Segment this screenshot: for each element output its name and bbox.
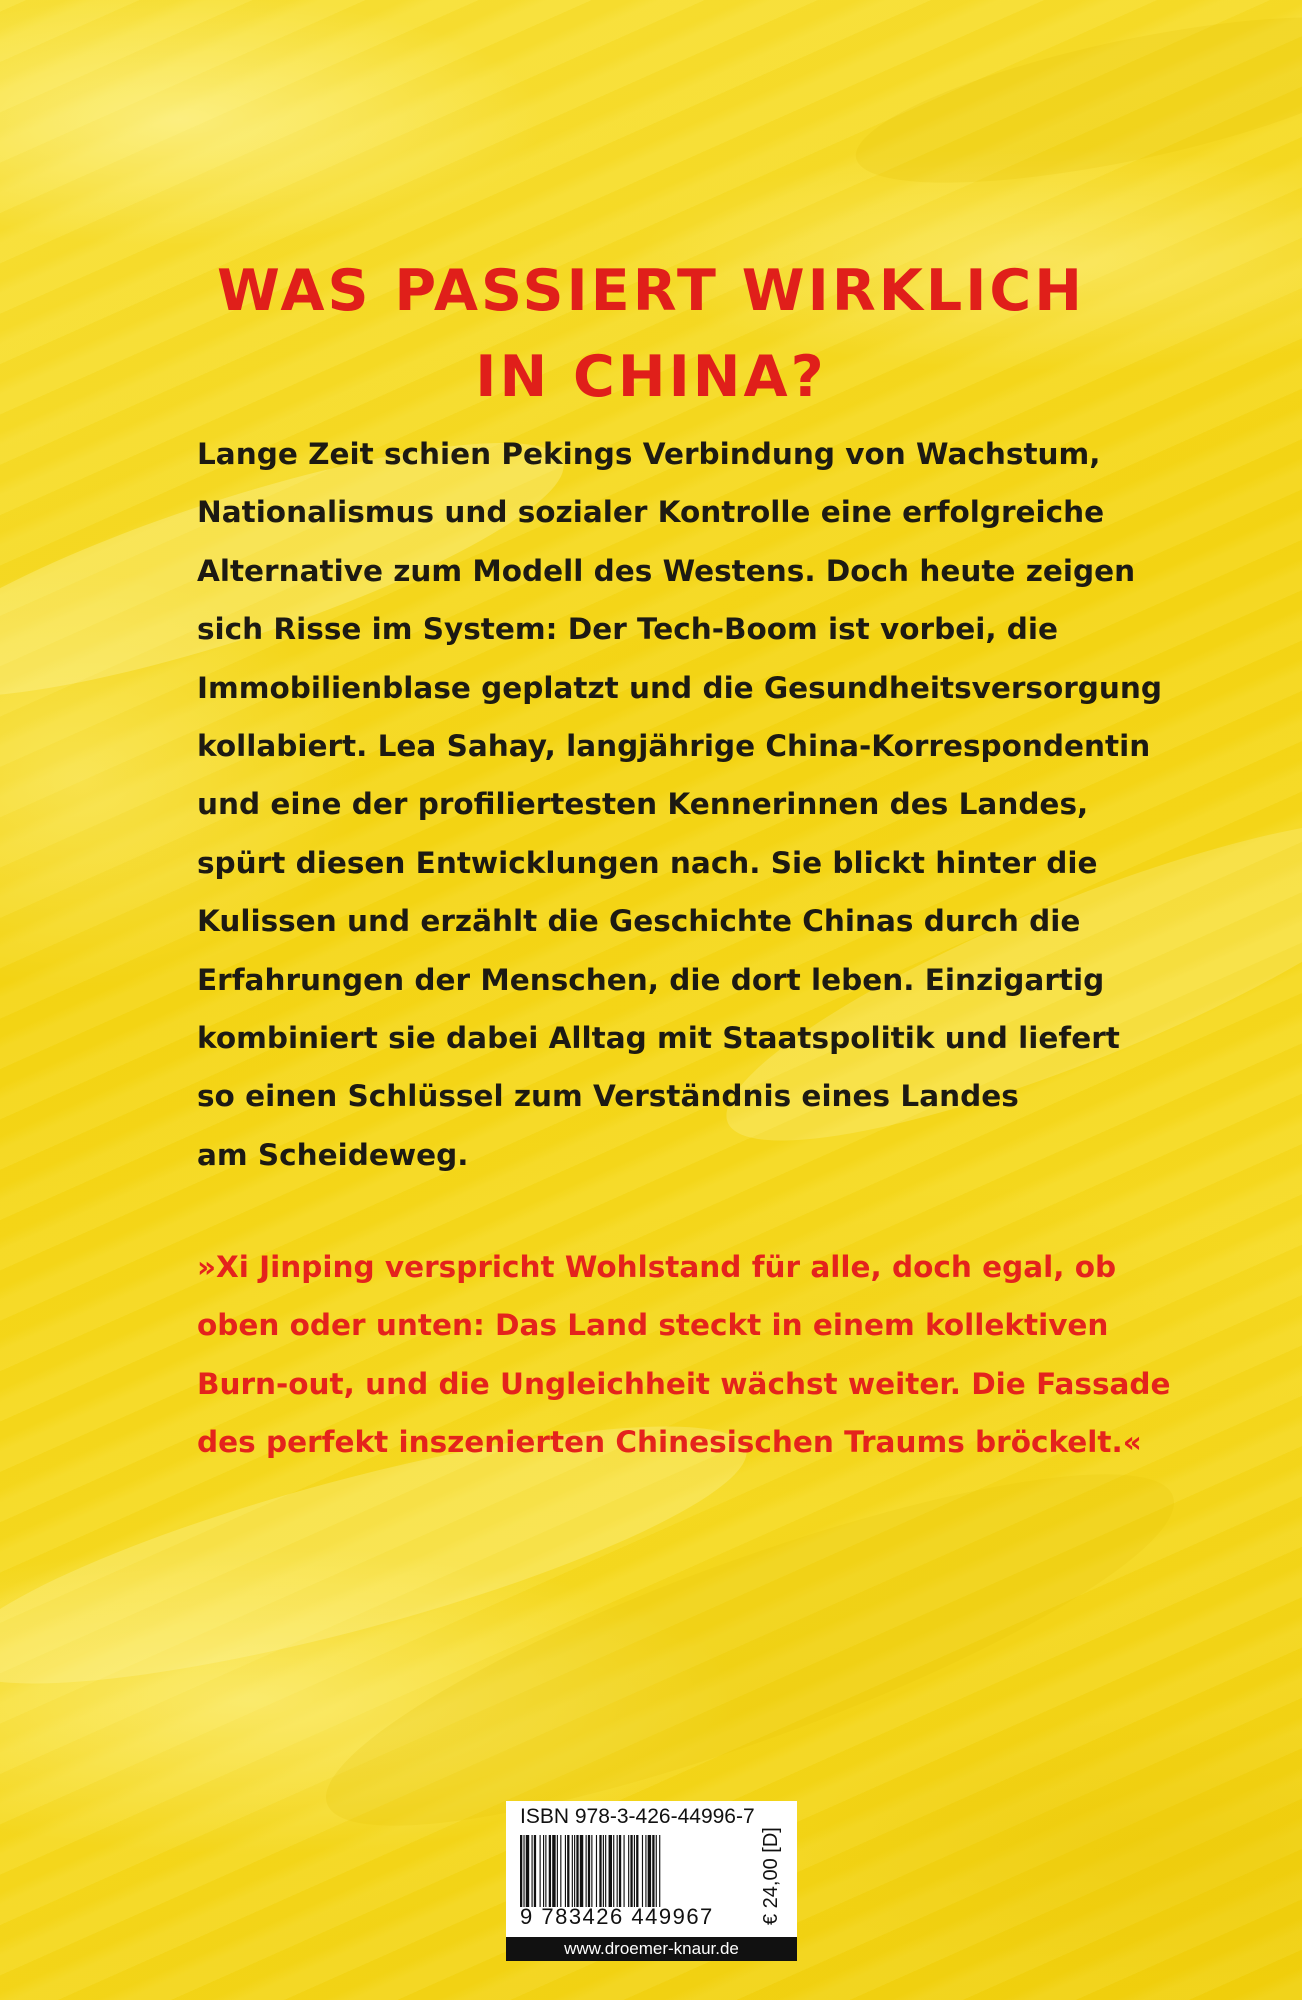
blurb-line: Erfahrungen der Menschen, die dort leben. Einzigartig xyxy=(197,962,1105,997)
barcode-bar xyxy=(588,1835,590,1907)
barcode-bar xyxy=(603,1835,604,1907)
isbn-label: ISBN 978-3-426-44996-7 xyxy=(520,1805,755,1828)
blurb-line: so einen Schlüssel zum Verständnis eines Landes xyxy=(197,1079,1019,1114)
barcode-bar xyxy=(613,1835,614,1907)
brush-texture xyxy=(844,0,1302,217)
blurb-line: Alternative zum Modell des Westens. Doch heute zeigen xyxy=(197,553,1136,588)
barcode-bar xyxy=(586,1835,587,1907)
blurb-line: Nationalismus und sozialer Kontrolle eine erfolgreiche xyxy=(197,495,1105,530)
barcode-bar xyxy=(532,1835,533,1907)
barcode-bar xyxy=(580,1835,583,1907)
blurb-line: kombiniert sie dabei Alltag mit Staatspolitik und liefert xyxy=(197,1021,1120,1056)
price-label: € 24,00 [D] xyxy=(760,1827,782,1925)
blurb-line: spürt diesen Entwicklungen nach. Sie blickt hinter die xyxy=(197,845,1098,880)
barcode-bar xyxy=(572,1835,573,1907)
publisher-url: www.droemer-knaur.de xyxy=(506,1937,797,1961)
headline-line: WAS PASSIERT WIRKLICH xyxy=(217,258,1085,324)
barcode-bars xyxy=(520,1835,756,1907)
blurb-line: Immobilienblase geplatzt und die Gesundheitsversorgung xyxy=(197,670,1163,705)
barcode-bar xyxy=(591,1835,592,1907)
barcode-bar xyxy=(523,1835,524,1907)
barcode-bar xyxy=(652,1835,654,1907)
blurb-line: und eine der profiliertesten Kennerinnen des Landes, xyxy=(197,787,1089,822)
quote-line: des perfekt inszenierten Chinesischen Traums bröckelt.« xyxy=(197,1425,1142,1460)
quote-line: Burn-out, und die Ungleichheit wächst weiter. Die Fassade xyxy=(197,1366,1171,1401)
barcode-bar xyxy=(545,1835,546,1907)
barcode-bar xyxy=(534,1835,536,1907)
barcode-bar xyxy=(642,1835,643,1907)
barcode-bar xyxy=(619,1835,621,1907)
headline-line: IN CHINA? xyxy=(475,344,827,410)
barcode-bar xyxy=(599,1835,601,1907)
barcode-bar xyxy=(574,1835,575,1907)
barcode-bar xyxy=(624,1835,625,1907)
barcode-bar xyxy=(617,1835,618,1907)
barcode-bar xyxy=(576,1835,578,1907)
barcode-bar xyxy=(526,1835,529,1907)
blurb-line: sich Risse im System: Der Tech-Boom ist vorbei, die xyxy=(197,612,1059,647)
barcode-bar xyxy=(557,1835,558,1907)
barcode-bar xyxy=(552,1835,555,1907)
barcode-bar xyxy=(656,1835,657,1907)
barcode-box xyxy=(506,1801,797,1961)
barcode-bar xyxy=(634,1835,635,1907)
blurb-text xyxy=(197,425,1163,1184)
barcode-bar xyxy=(605,1835,606,1907)
blurb-line: Lange Zeit schien Pekings Verbindung von Wachstum, xyxy=(197,437,1101,471)
barcode-bar xyxy=(540,1835,541,1907)
blurb-line: kollabiert. Lea Sahay, langjährige China-Korrespondentin xyxy=(197,729,1151,764)
barcode-bar xyxy=(596,1835,597,1907)
barcode-bar xyxy=(659,1835,660,1907)
barcode-bar xyxy=(567,1835,569,1907)
barcode-bar xyxy=(549,1835,551,1907)
barcode-bar xyxy=(609,1835,612,1907)
barcode-bar xyxy=(565,1835,566,1907)
quote-line: oben oder unten: Das Land steckt in einem kollektiven xyxy=(197,1308,1109,1343)
quote-line: »Xi Jinping verspricht Wohlstand für alle, doch egal, ob xyxy=(197,1250,1117,1284)
barcode-bar xyxy=(560,1835,561,1907)
barcode-bar xyxy=(543,1835,544,1907)
barcode-digits: 9 783426 449967 xyxy=(520,1904,714,1929)
pull-quote xyxy=(197,1238,1171,1472)
blurb-line: Kulissen und erzählt die Geschichte Chinas durch die xyxy=(197,904,1081,939)
headline xyxy=(0,248,1302,420)
barcode-bar xyxy=(645,1835,646,1907)
barcode-bar xyxy=(630,1835,632,1907)
barcode-bar xyxy=(648,1835,651,1907)
barcode-bar xyxy=(636,1835,638,1907)
barcode-bar xyxy=(520,1835,522,1907)
blurb-line: am Scheideweg. xyxy=(197,1137,469,1172)
barcode-bar xyxy=(628,1835,629,1907)
